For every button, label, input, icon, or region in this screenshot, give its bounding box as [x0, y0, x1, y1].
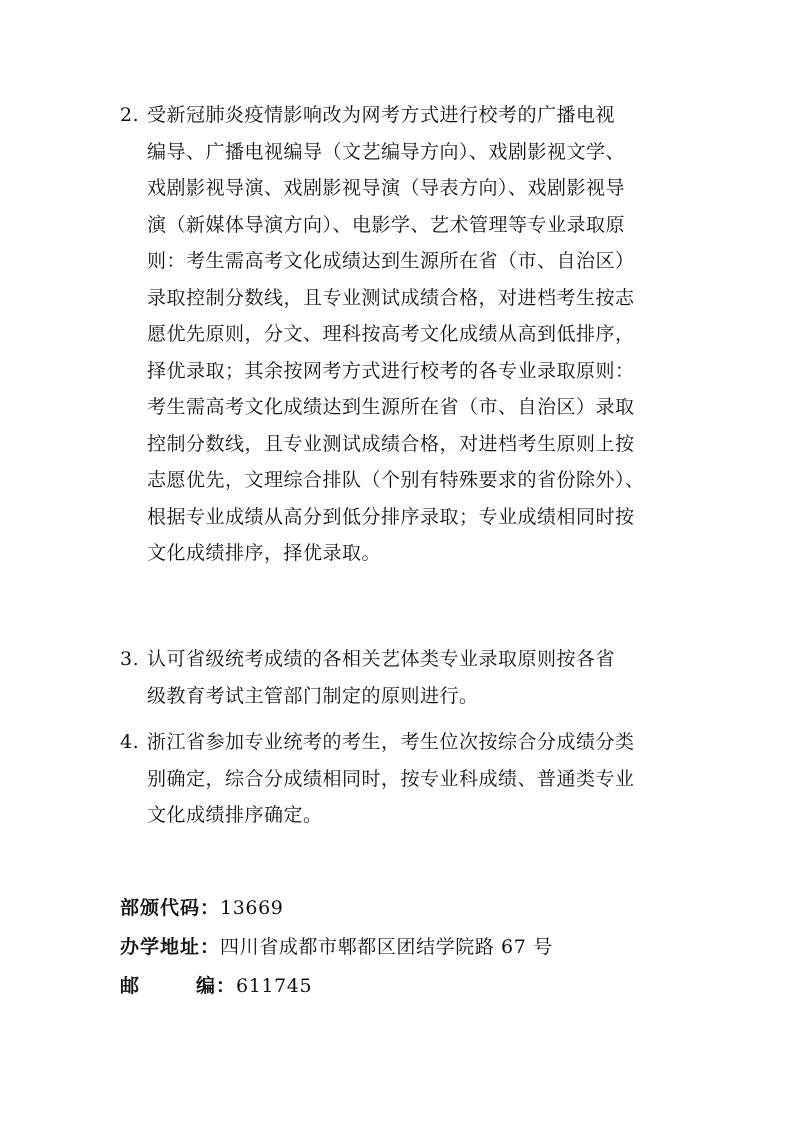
item-line: 2. 受新冠肺炎疫情影响改为网考方式进行校考的广播电视 — [120, 97, 680, 134]
postal-code-label-suffix: 编： — [196, 975, 237, 997]
ministry-code-value: 13669 — [220, 897, 284, 919]
item-line: 3. 认可省级统考成绩的各相关艺体类专业录取原则按各省 — [120, 641, 680, 678]
ministry-code-row — [120, 889, 680, 928]
admission-rule-item-3 — [120, 641, 680, 714]
postal-code-label: 邮 — [120, 975, 140, 997]
admission-rule-item-4 — [120, 724, 680, 834]
postal-code-value: 611745 — [236, 975, 313, 997]
item-number: 2. — [120, 104, 140, 126]
item-line: 文化成绩排序确定。 — [147, 804, 323, 826]
postal-code-row — [120, 967, 680, 1006]
item-line: 愿优先原则，分文、理科按高考文化成绩从高到低排序， — [147, 323, 635, 345]
item-line: 演（新媒体导演方向）、电影学、艺术管理等专业录取原 — [147, 213, 626, 236]
item-line: 根据专业成绩从高分到低分排序录取；专业成绩相同时按 — [147, 505, 635, 528]
school-info — [120, 889, 680, 1006]
item-line: 戏剧影视导演、戏剧影视导演（导表方向）、戏剧影视导 — [147, 177, 626, 199]
item-line: 录取控制分数线，且专业测试成绩合格，对进档考生按志 — [147, 286, 635, 309]
item-line: 考生需高考文化成绩达到生源所在省（市、自治区）录取 — [147, 396, 635, 418]
item-line: 4. 浙江省参加专业统考的考生，考生位次按综合分成绩分类 — [120, 724, 680, 761]
item-line: 级教育考试主管部门制定的原则进行。 — [147, 684, 479, 707]
address-label: 办学地址： — [120, 936, 221, 958]
admission-rule-item-2 — [120, 97, 680, 572]
ministry-code-label: 部颁代码： — [120, 897, 221, 919]
item-line: 编导、广播电视编导（文艺编导方向）、戏剧影视文学、 — [147, 140, 626, 163]
address-row — [120, 928, 680, 967]
item-line: 则：考生需高考文化成绩达到生源所在省（市、自治区） — [147, 250, 635, 272]
item-line: 别确定，综合分成绩相同时，按专业科成绩、普通类专业 — [147, 767, 635, 790]
item-line: 文化成绩排序，择优录取。 — [147, 542, 382, 564]
item-line: 控制分数线，且专业测试成绩合格，对进档考生原则上按 — [147, 432, 635, 455]
item-number: 4. — [120, 731, 140, 753]
address-value: 四川省成都市郫都区团结学院路 67 号 — [220, 936, 553, 958]
item-number: 3. — [120, 648, 140, 670]
item-line: 志愿优先，文理综合排队（个别有特殊要求的省份除外）、 — [147, 469, 645, 491]
item-line: 择优录取；其余按网考方式进行校考的各专业录取原则： — [147, 359, 635, 382]
